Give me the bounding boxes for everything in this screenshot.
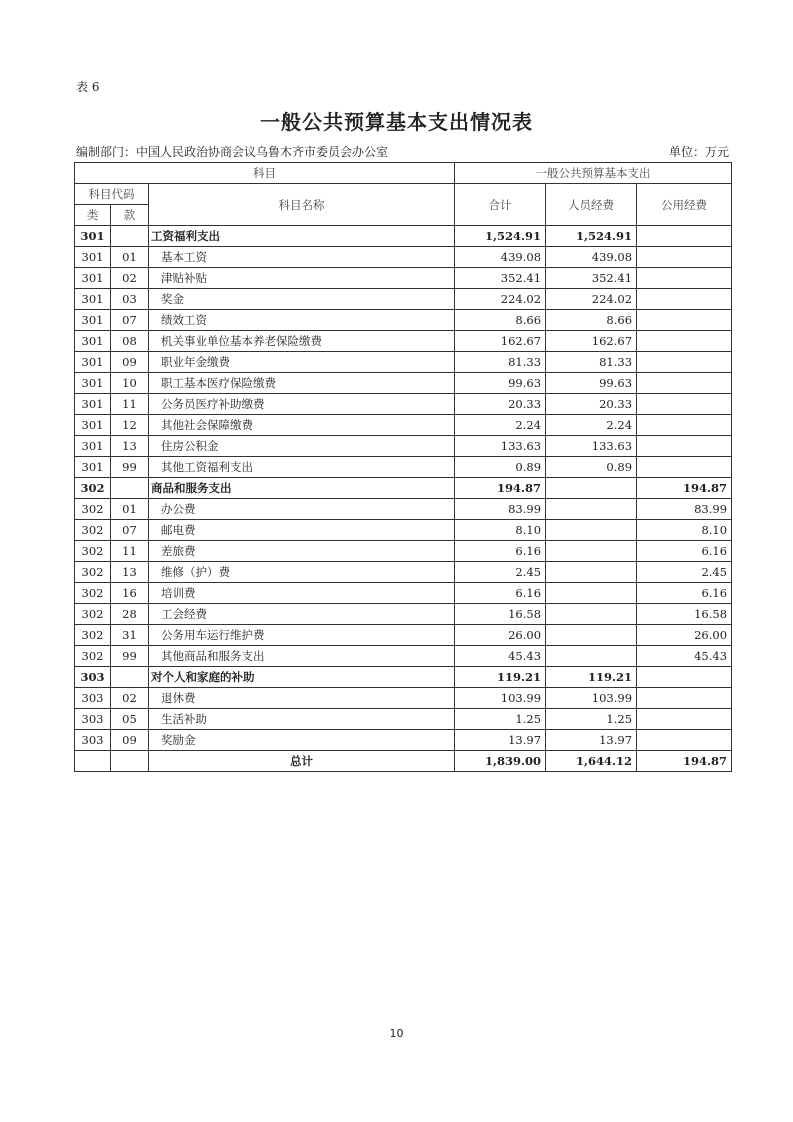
code-lei-cell: 303 [75, 667, 111, 688]
personnel-cell [546, 583, 637, 604]
header-row-1 [75, 163, 732, 184]
table-number-label: 表 6 [76, 80, 100, 94]
total-cell: 133.63 [455, 436, 546, 457]
personnel-cell [546, 520, 637, 541]
subject-name-cell: 工资福利支出 [149, 226, 455, 247]
personnel-cell [546, 625, 637, 646]
code-kuan-cell: 11 [111, 541, 149, 562]
subject-name-cell: 绩效工资 [149, 310, 455, 331]
table-row [75, 520, 732, 541]
total-cell: 2.24 [455, 415, 546, 436]
subject-name-cell: 公务用车运行维护费 [149, 625, 455, 646]
table-row [75, 730, 732, 751]
personnel-cell: 81.33 [546, 352, 637, 373]
personnel-cell: 162.67 [546, 331, 637, 352]
code-lei-cell: 301 [75, 436, 111, 457]
total-cell: 16.58 [455, 604, 546, 625]
personnel-cell: 133.63 [546, 436, 637, 457]
header-personnel: 人员经费 [546, 184, 637, 226]
subject-name-cell: 公务员医疗补助缴费 [149, 394, 455, 415]
code-kuan-cell: 13 [111, 562, 149, 583]
total-cell: 6.16 [455, 583, 546, 604]
subject-name-cell: 邮电费 [149, 520, 455, 541]
grand-total-row [75, 751, 732, 772]
code-kuan-cell: 07 [111, 310, 149, 331]
budget-table [74, 162, 732, 772]
total-cell: 26.00 [455, 625, 546, 646]
table-row [75, 268, 732, 289]
subject-name-cell: 奖金 [149, 289, 455, 310]
category-row [75, 478, 732, 499]
unit-label: 单位：万元 [668, 145, 729, 159]
page-number: 10 [389, 1027, 404, 1040]
total-cell: 1,524.91 [455, 226, 546, 247]
table-row [75, 604, 732, 625]
header-row-2 [75, 184, 732, 205]
personnel-cell: 103.99 [546, 688, 637, 709]
table-row [75, 457, 732, 478]
total-cell: 103.99 [455, 688, 546, 709]
total-cell: 45.43 [455, 646, 546, 667]
code-lei-cell: 303 [75, 688, 111, 709]
public-cell [637, 289, 732, 310]
header-subject: 科目 [75, 163, 455, 184]
table-row [75, 247, 732, 268]
total-cell: 2.45 [455, 562, 546, 583]
code-lei-cell: 301 [75, 373, 111, 394]
code-kuan-cell: 12 [111, 415, 149, 436]
subject-name-cell: 奖励金 [149, 730, 455, 751]
header-code: 科目代码 [75, 184, 149, 205]
subject-name-cell: 退休费 [149, 688, 455, 709]
total-cell: 224.02 [455, 289, 546, 310]
code-kuan-cell: 99 [111, 646, 149, 667]
total-cell: 20.33 [455, 394, 546, 415]
code-kuan-cell [111, 478, 149, 499]
public-cell [637, 415, 732, 436]
subject-name-cell: 津贴补贴 [149, 268, 455, 289]
code-lei-cell: 301 [75, 289, 111, 310]
code-kuan-cell: 11 [111, 394, 149, 415]
code-lei-cell: 302 [75, 562, 111, 583]
code-kuan-cell: 02 [111, 268, 149, 289]
personnel-cell: 8.66 [546, 310, 637, 331]
code-kuan-cell: 05 [111, 709, 149, 730]
public-cell [637, 310, 732, 331]
public-cell: 26.00 [637, 625, 732, 646]
code-kuan-cell: 28 [111, 604, 149, 625]
header-lei: 类 [75, 205, 111, 226]
personnel-cell [546, 478, 637, 499]
table-row [75, 583, 732, 604]
code-kuan-cell: 09 [111, 352, 149, 373]
code-lei-cell: 301 [75, 457, 111, 478]
total-cell: 1.25 [455, 709, 546, 730]
public-cell [637, 352, 732, 373]
subject-name-cell: 生活补助 [149, 709, 455, 730]
table-row [75, 436, 732, 457]
table-row [75, 688, 732, 709]
public-cell [637, 268, 732, 289]
total-cell: 119.21 [455, 667, 546, 688]
header-total: 合计 [455, 184, 546, 226]
public-cell [637, 730, 732, 751]
table-row [75, 310, 732, 331]
public-cell [637, 247, 732, 268]
code-lei-cell: 302 [75, 541, 111, 562]
code-lei-cell: 303 [75, 730, 111, 751]
public-cell: 16.58 [637, 604, 732, 625]
code-kuan-cell: 01 [111, 247, 149, 268]
code-lei-cell: 301 [75, 394, 111, 415]
code-kuan-cell: 02 [111, 688, 149, 709]
code-kuan-cell: 08 [111, 331, 149, 352]
total-cell: 162.67 [455, 331, 546, 352]
subject-name-cell: 住房公积金 [149, 436, 455, 457]
empty-cell [75, 751, 111, 772]
public-cell [637, 457, 732, 478]
code-kuan-cell: 99 [111, 457, 149, 478]
subject-name-cell: 其他商品和服务支出 [149, 646, 455, 667]
code-kuan-cell: 31 [111, 625, 149, 646]
personnel-cell: 1,524.91 [546, 226, 637, 247]
table-row [75, 646, 732, 667]
subject-name-cell: 差旅费 [149, 541, 455, 562]
public-cell: 8.10 [637, 520, 732, 541]
subject-name-cell: 职工基本医疗保险缴费 [149, 373, 455, 394]
table-row [75, 352, 732, 373]
table-row [75, 331, 732, 352]
public-cell [637, 667, 732, 688]
header-public: 公用经费 [637, 184, 732, 226]
subject-name-cell: 对个人和家庭的补助 [149, 667, 455, 688]
public-cell: 2.45 [637, 562, 732, 583]
total-cell: 352.41 [455, 268, 546, 289]
public-cell [637, 436, 732, 457]
code-lei-cell: 301 [75, 331, 111, 352]
personnel-cell [546, 541, 637, 562]
code-lei-cell: 302 [75, 604, 111, 625]
personnel-cell: 352.41 [546, 268, 637, 289]
code-kuan-cell: 10 [111, 373, 149, 394]
code-lei-cell: 302 [75, 478, 111, 499]
personnel-cell [546, 499, 637, 520]
total-cell: 83.99 [455, 499, 546, 520]
category-row [75, 226, 732, 247]
grand-public-cell: 194.87 [637, 751, 732, 772]
code-lei-cell: 302 [75, 625, 111, 646]
table-row [75, 709, 732, 730]
code-lei-cell: 301 [75, 310, 111, 331]
grand-total-label: 总计 [149, 751, 455, 772]
public-cell [637, 373, 732, 394]
table-row [75, 499, 732, 520]
category-row [75, 667, 732, 688]
personnel-cell: 2.24 [546, 415, 637, 436]
public-cell [637, 709, 732, 730]
department-label: 编制部门：中国人民政治协商会议乌鲁木齐市委员会办公室 [76, 145, 389, 159]
subject-name-cell: 基本工资 [149, 247, 455, 268]
page-title: 一般公共预算基本支出情况表 [260, 110, 533, 134]
table-row [75, 625, 732, 646]
public-cell: 6.16 [637, 583, 732, 604]
total-cell: 6.16 [455, 541, 546, 562]
personnel-cell: 1.25 [546, 709, 637, 730]
table-row [75, 415, 732, 436]
personnel-cell: 20.33 [546, 394, 637, 415]
code-kuan-cell: 07 [111, 520, 149, 541]
code-kuan-cell: 09 [111, 730, 149, 751]
public-cell [637, 331, 732, 352]
subject-name-cell: 职业年金缴费 [149, 352, 455, 373]
code-lei-cell: 303 [75, 709, 111, 730]
public-cell [637, 394, 732, 415]
total-cell: 81.33 [455, 352, 546, 373]
total-cell: 13.97 [455, 730, 546, 751]
code-lei-cell: 301 [75, 352, 111, 373]
personnel-cell: 224.02 [546, 289, 637, 310]
personnel-cell: 439.08 [546, 247, 637, 268]
code-kuan-cell [111, 226, 149, 247]
personnel-cell [546, 604, 637, 625]
personnel-cell: 0.89 [546, 457, 637, 478]
code-lei-cell: 302 [75, 499, 111, 520]
public-cell: 194.87 [637, 478, 732, 499]
subject-name-cell: 其他工资福利支出 [149, 457, 455, 478]
empty-cell [111, 751, 149, 772]
header-budget: 一般公共预算基本支出 [455, 163, 732, 184]
subject-name-cell: 商品和服务支出 [149, 478, 455, 499]
code-lei-cell: 301 [75, 268, 111, 289]
code-lei-cell: 302 [75, 583, 111, 604]
header-name: 科目名称 [149, 184, 455, 226]
subject-name-cell: 维修（护）费 [149, 562, 455, 583]
code-lei-cell: 302 [75, 646, 111, 667]
public-cell [637, 688, 732, 709]
subject-name-cell: 机关事业单位基本养老保险缴费 [149, 331, 455, 352]
subject-name-cell: 办公费 [149, 499, 455, 520]
code-kuan-cell: 13 [111, 436, 149, 457]
code-kuan-cell: 03 [111, 289, 149, 310]
table-row [75, 373, 732, 394]
code-kuan-cell: 01 [111, 499, 149, 520]
public-cell: 6.16 [637, 541, 732, 562]
table-row [75, 541, 732, 562]
personnel-cell [546, 562, 637, 583]
grand-total-cell: 1,839.00 [455, 751, 546, 772]
personnel-cell: 119.21 [546, 667, 637, 688]
table-row [75, 394, 732, 415]
code-lei-cell: 301 [75, 226, 111, 247]
grand-personnel-cell: 1,644.12 [546, 751, 637, 772]
total-cell: 439.08 [455, 247, 546, 268]
public-cell [637, 226, 732, 247]
header-kuan: 款 [111, 205, 149, 226]
subject-name-cell: 培训费 [149, 583, 455, 604]
total-cell: 8.10 [455, 520, 546, 541]
code-kuan-cell [111, 667, 149, 688]
public-cell: 83.99 [637, 499, 732, 520]
subject-name-cell: 其他社会保障缴费 [149, 415, 455, 436]
table-row [75, 562, 732, 583]
code-lei-cell: 301 [75, 247, 111, 268]
total-cell: 194.87 [455, 478, 546, 499]
total-cell: 8.66 [455, 310, 546, 331]
subject-name-cell: 工会经费 [149, 604, 455, 625]
total-cell: 0.89 [455, 457, 546, 478]
public-cell: 45.43 [637, 646, 732, 667]
code-kuan-cell: 16 [111, 583, 149, 604]
code-lei-cell: 302 [75, 520, 111, 541]
personnel-cell [546, 646, 637, 667]
table-row [75, 289, 732, 310]
total-cell: 99.63 [455, 373, 546, 394]
code-lei-cell: 301 [75, 415, 111, 436]
personnel-cell: 99.63 [546, 373, 637, 394]
personnel-cell: 13.97 [546, 730, 637, 751]
